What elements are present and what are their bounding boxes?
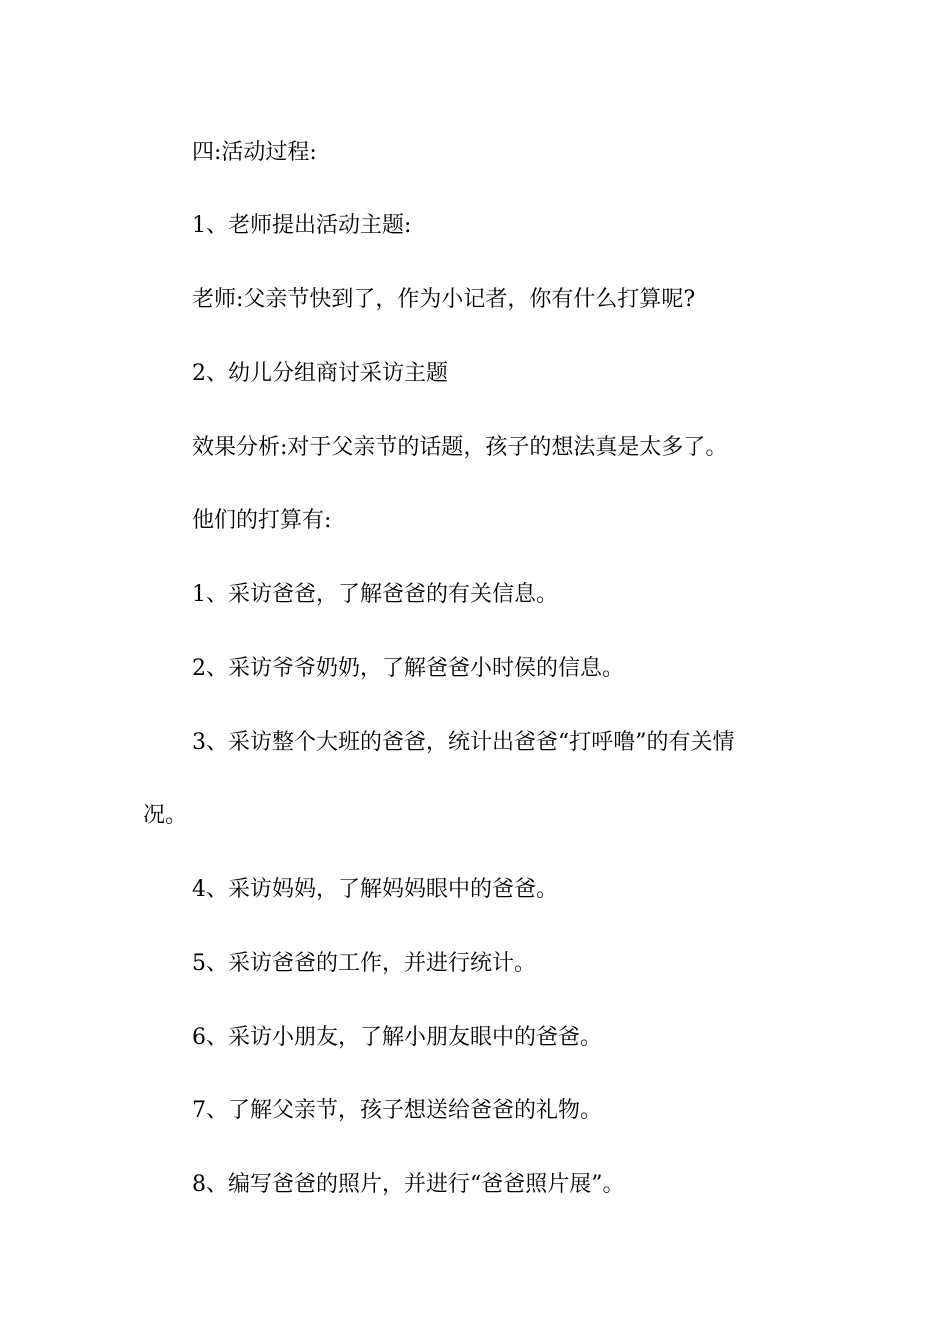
list-item: 6、采访小朋友，了解小朋友眼中的爸爸。	[192, 1025, 602, 1050]
section-heading: 四:活动过程:	[192, 140, 317, 165]
list-item: 2、采访爷爷奶奶，了解爸爸小时侯的信息。	[192, 656, 624, 681]
paragraph: 效果分析:对于父亲节的话题，孩子的想法真是太多了。	[192, 435, 728, 460]
list-item: 1、采访爸爸，了解爸爸的有关信息。	[192, 582, 558, 607]
list-item: 3、采访整个大班的爸爸，统计出爸爸“打呼噜”的有关情	[192, 730, 735, 755]
step-heading: 1、老师提出活动主题:	[192, 213, 412, 238]
step-heading: 2、幼儿分组商讨采访主题	[192, 361, 448, 386]
list-item: 5、采访爸爸的工作，并进行统计。	[192, 951, 536, 976]
paragraph: 老师:父亲节快到了，作为小记者，你有什么打算呢?	[192, 287, 696, 312]
list-item-continuation: 况。	[143, 803, 188, 828]
paragraph: 他们的打算有:	[192, 508, 332, 533]
list-item: 8、编写爸爸的照片，并进行“爸爸照片展”。	[192, 1172, 625, 1197]
list-item: 4、采访妈妈，了解妈妈眼中的爸爸。	[192, 877, 558, 902]
list-item: 7、了解父亲节，孩子想送给爸爸的礼物。	[192, 1098, 602, 1123]
